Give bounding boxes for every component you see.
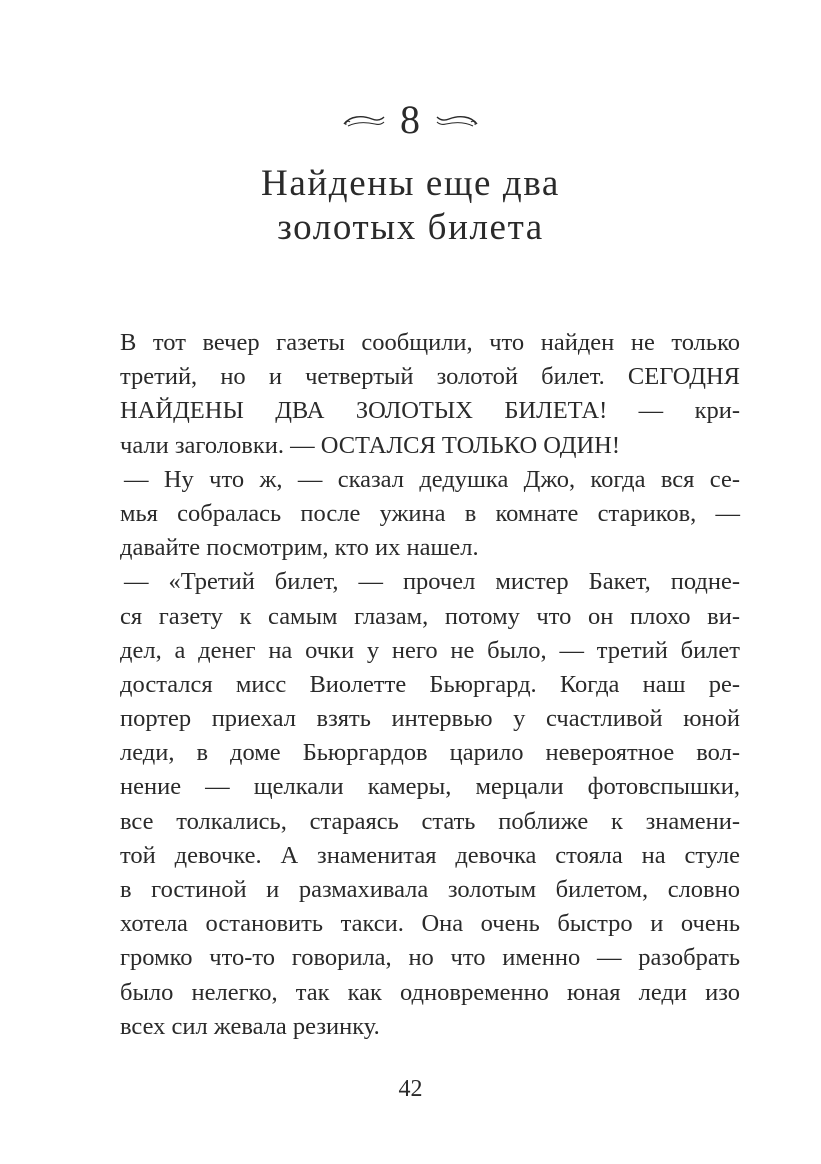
- flourish-left-icon: [342, 109, 386, 131]
- text-line: ся газету к самым глазам, потому что он плохо ви-: [120, 602, 740, 630]
- text-line: чали заголовки. — ОСТАЛСЯ ТОЛЬКО ОДИН!: [120, 431, 621, 459]
- chapter-title: [0, 162, 821, 250]
- text-line: громко что-то говорила, но что именно — разобрать: [120, 944, 740, 972]
- text-line: — Ну что ж, — сказал дедушка Джо, когда вся се-: [124, 465, 740, 493]
- text-line: достался мисс Виолетте Бьюргард. Когда наш ре-: [120, 670, 740, 698]
- body-text: [120, 326, 740, 1044]
- text-line: леди, в доме Бьюргардов царило невероятное вол-: [120, 739, 740, 767]
- text-line: третий, но и четвертый золотой билет. СЕГОДНЯ: [120, 363, 740, 391]
- text-line: мья собралась после ужина в комнате стариков, —: [120, 499, 740, 527]
- text-line: портер приехал взять интервью у счастливой юной: [120, 705, 740, 733]
- text-line: нение — щелкали камеры, мерцали фотовспышки,: [120, 773, 740, 801]
- flourish-right-icon: [435, 109, 479, 131]
- text-line: В тот вечер газеты сообщили, что найден не только: [120, 329, 740, 356]
- page-number: 42: [398, 1076, 423, 1102]
- text-line: хотела остановить такси. Она очень быстро и очень: [120, 910, 740, 938]
- text-line: той девочке. А знаменитая девочка стояла на стуле: [120, 841, 740, 869]
- chapter-title-line: Найдены еще два: [261, 163, 560, 204]
- text-line: дел, а денег на очки у него не было, — третий билет: [120, 636, 740, 664]
- text-line: НАЙДЕНЫ ДВА ЗОЛОТЫХ БИЛЕТА! — кри-: [120, 397, 740, 425]
- text-line: в гостиной и размахивала золотым билетом, словно: [120, 876, 740, 903]
- text-line: все толкались, стараясь стать поближе к знамени-: [120, 807, 740, 835]
- text-line: давайте посмотрим, кто их нашел.: [120, 534, 479, 562]
- chapter-heading: [0, 96, 821, 144]
- text-line: — «Третий билет, — прочел мистер Бакет, подне-: [124, 568, 740, 596]
- text-line: всех сил жевала резинку.: [120, 1012, 380, 1040]
- text-line: было нелегко, так как одновременно юная леди изо: [120, 978, 740, 1006]
- chapter-title-line: золотых билета: [277, 207, 544, 248]
- chapter-number: 8: [400, 97, 421, 142]
